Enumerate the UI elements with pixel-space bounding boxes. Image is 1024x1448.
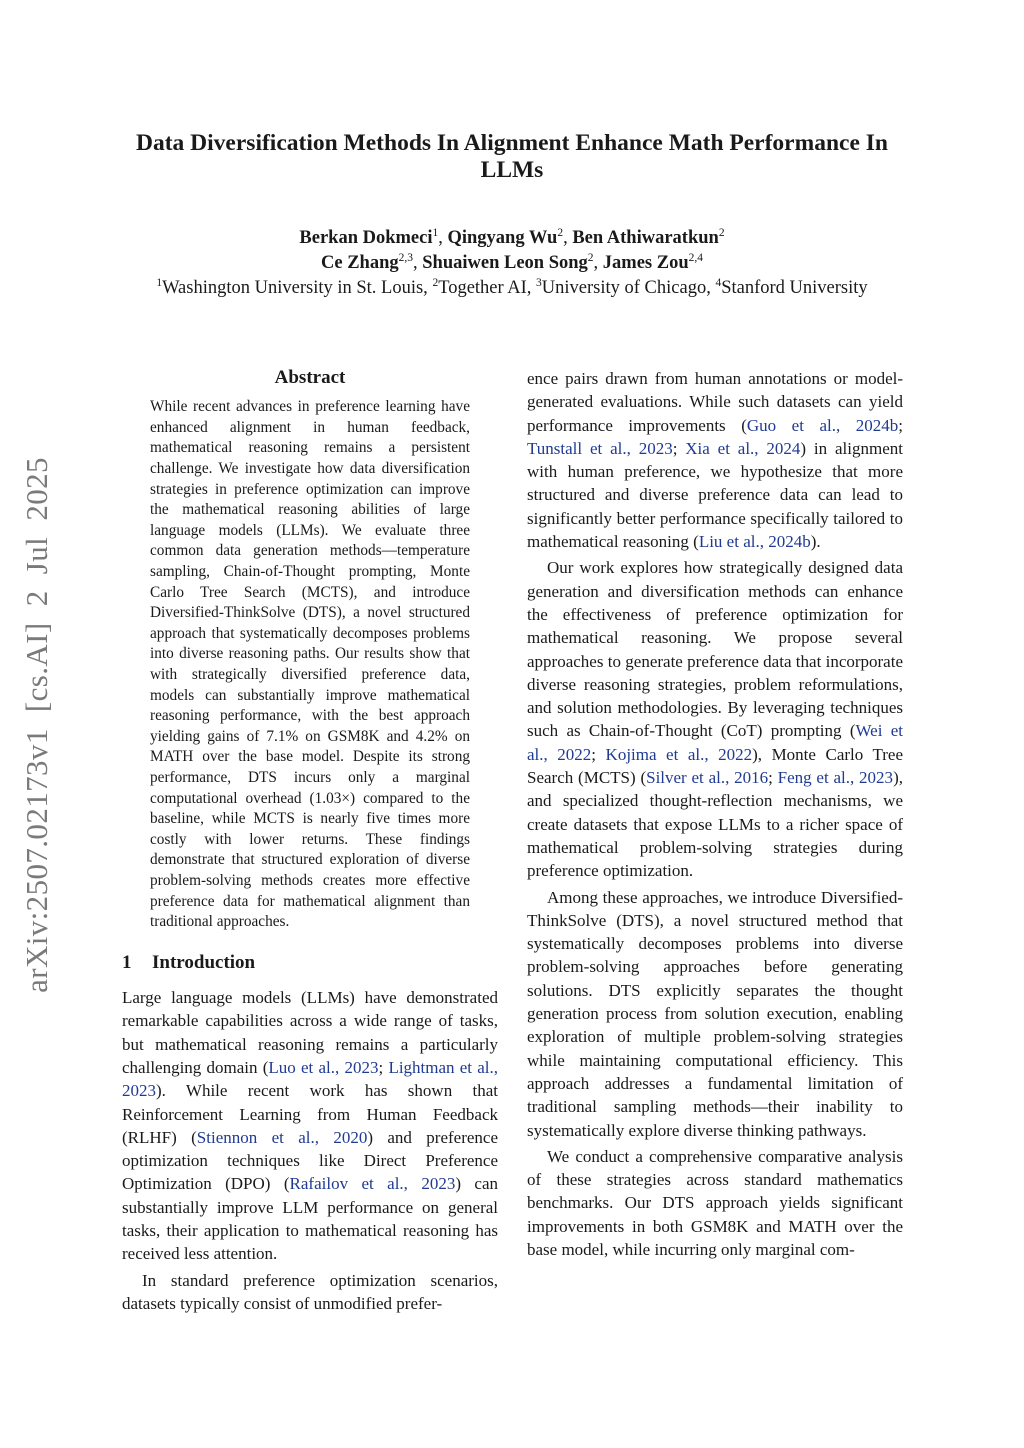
affil-number: 1	[156, 277, 163, 289]
citation-link[interactable]: Tunstall et al., 2023	[527, 438, 673, 458]
text: Large language models (LLMs) have demonstrated remarkable capabilities across a wide range of tasks, but mathematical reasoning remains a particularly challenging domain (	[122, 988, 498, 1077]
arxiv-sidebar	[13, 445, 61, 1005]
author-affil-mark: 2,4	[688, 252, 703, 264]
author-name: Shuaiwen Leon Song	[422, 253, 588, 273]
text: ), and specialized thought-reflection mechanisms, we create datasets that expose LLMs to a richer space of mathematical problem-solving strategies during preference optimization.	[527, 768, 903, 881]
affiliation-line	[100, 276, 924, 301]
section-number: 1	[122, 951, 132, 973]
author-affil-mark: 2	[587, 252, 594, 264]
author-name: Ce Zhang	[321, 253, 399, 273]
affiliation: Washington University in St. Louis,	[162, 278, 428, 298]
affil-number: 2	[432, 277, 439, 289]
author-affil-mark: 2	[557, 227, 564, 239]
citation-link[interactable]: Guo et al., 2024b	[746, 415, 899, 435]
text: ence pairs drawn from human annotations or model-generated evaluations. While such datasets can yield performance improvements (	[527, 369, 903, 435]
author-name: Berkan Dokmeci	[299, 228, 433, 248]
text: ) and preference optimization techniques like Direct Preference Optimization (DPO) (	[122, 1127, 498, 1194]
citation-link[interactable]: Feng et al., 2023	[777, 768, 894, 788]
citation-link[interactable]: Rafailov et al., 2023	[289, 1174, 456, 1194]
intro-paragraph-3	[527, 556, 903, 882]
affil-number: 3	[536, 277, 542, 289]
citation-link[interactable]: Silver et al., 2016	[646, 768, 769, 788]
text: ), Monte Carlo Tree Search (MCTS) (	[527, 744, 903, 788]
author-affil-mark: 2	[718, 227, 725, 239]
author-name: James Zou	[602, 253, 689, 273]
text: ) can substantially improve LLM performance on general tasks, their application to mathematical reasoning has received less attention.	[122, 1174, 499, 1264]
author-line-2: Ce Zhang$^{2,3}$, Shuaiwen Leon Song$^2$, James Zou$^{2,4}$	[321, 252, 703, 273]
citation-link[interactable]: Lightman et al., 2023	[122, 1057, 499, 1101]
left-column	[122, 366, 498, 1315]
citation-link[interactable]: Luo et al., 2023	[268, 1057, 379, 1077]
arxiv-identifier: arXiv:2507.02173v1 [cs.AI] 2 Jul 2025	[19, 457, 54, 993]
citation-link[interactable]: Xia et al., 2024	[685, 438, 801, 458]
text: ;	[672, 438, 686, 458]
affiliation: Stanford University	[721, 278, 868, 298]
intro-paragraph-4: Among these approaches, we introduce Diversified-ThinkSolve (DTS), a novel structured method that systematically decomposes problems into diverse problem-solving approaches before generating solutions. DTS explicitly separates the thought generation process from solution execution, enabling exploration of multiple problem-solving strategies while maintaining computational efficiency. This approach addresses a fundamental limitation of traditional sampling methods—their inability to systematically explore diverse thinking pathways.	[527, 887, 903, 1140]
text: ;	[378, 1057, 389, 1077]
section-heading-introduction	[122, 951, 498, 974]
citation-link[interactable]: Stiennon et al., 2020	[196, 1127, 368, 1147]
author-block	[100, 226, 924, 301]
author-name: Ben Athiwaratkun	[572, 228, 719, 248]
text: ). While recent work has shown that Reinforcement Learning from Human Feedback (RLHF) (	[122, 1081, 498, 1147]
text: ) in alignment with human preference, we hypothesize that more structured and diverse preference data can lead to significantly better performance specifically tailored to mathematical reasoning (	[527, 438, 903, 552]
abstract-text: While recent advances in preference learning have enhanced alignment in human feedback, mathematical reasoning remains a persistent challenge. We investigate how data diversification strategies in preference optimization can improve the mathematical reasoning abilities of large language models (LLMs). We evaluate three common data generation methods—temperature sampling, Chain-of-Thought prompting, Monte Carlo Tree Search (MCTS), and introduce Diversified-ThinkSolve (DTS), a novel structured approach that systematically decomposes problems into diverse reasoning paths. Our results show that with strategically diversified preference data, models can substantially improve mathematical reasoning performance, with the best approach yielding gains of 7.1% on GSM8K and 4.2% on MATH over the base model. Despite its strong performance, DTS incurs only a marginal computational overhead (1.03×) compared to the baseline, while MCTS is nearly five times more costly with lower returns. These findings demonstrate that structured exploration of diverse problem-solving methods creates more effective preference data for mathematical alignment than traditional approaches.	[150, 398, 470, 931]
intro-paragraph-2: In standard preference optimization scenarios, datasets typically consist of unmodified prefer-	[122, 1270, 498, 1313]
intro-paragraph-2-continued	[527, 367, 903, 553]
text: ;	[898, 415, 903, 435]
text: ;	[591, 744, 606, 764]
affil-number: 4	[715, 277, 722, 289]
abstract-heading: Abstract	[274, 367, 346, 388]
author-affil-mark: 1	[432, 227, 439, 239]
affiliation: University of Chicago,	[541, 278, 711, 298]
citation-link[interactable]: Kojima et al., 2022	[605, 744, 753, 764]
text: ).	[810, 532, 821, 552]
author-affil-mark: 2,3	[398, 252, 413, 264]
affiliation: Together AI,	[438, 278, 532, 298]
right-column	[527, 367, 903, 1261]
author-name: Qingyang Wu	[447, 228, 558, 248]
intro-paragraph-5: We conduct a comprehensive comparative analysis of these strategies across standard mathematics benchmarks. Our DTS approach yields significant improvements in both GSM8K and MATH over the base model, while incurring only marginal com-	[527, 1146, 903, 1259]
citation-link[interactable]: Liu et al., 2024b	[698, 532, 811, 552]
author-line-1: Berkan Dokmeci$^1$, Qingyang Wu$^2$, Ben Athiwaratkun$^2$	[299, 227, 725, 248]
citation-link[interactable]: Wei et al., 2022	[527, 721, 903, 764]
intro-paragraph-1	[122, 986, 498, 1266]
paper-title: Data Diversification Methods In Alignment Enhance Math Performance In LLMs	[136, 130, 888, 183]
section-title: Introduction	[152, 951, 256, 973]
text: Our work explores how strategically designed data generation and diversification methods can enhance the effectiveness of preference optimization for mathematical reasoning. We propose several approaches to generate preference data that incorporate diverse reasoning strategies, problem reformulations, and solution methodologies. By leveraging techniques such as Chain-of-Thought (CoT) prompting (	[527, 558, 903, 741]
text: ;	[768, 768, 778, 788]
